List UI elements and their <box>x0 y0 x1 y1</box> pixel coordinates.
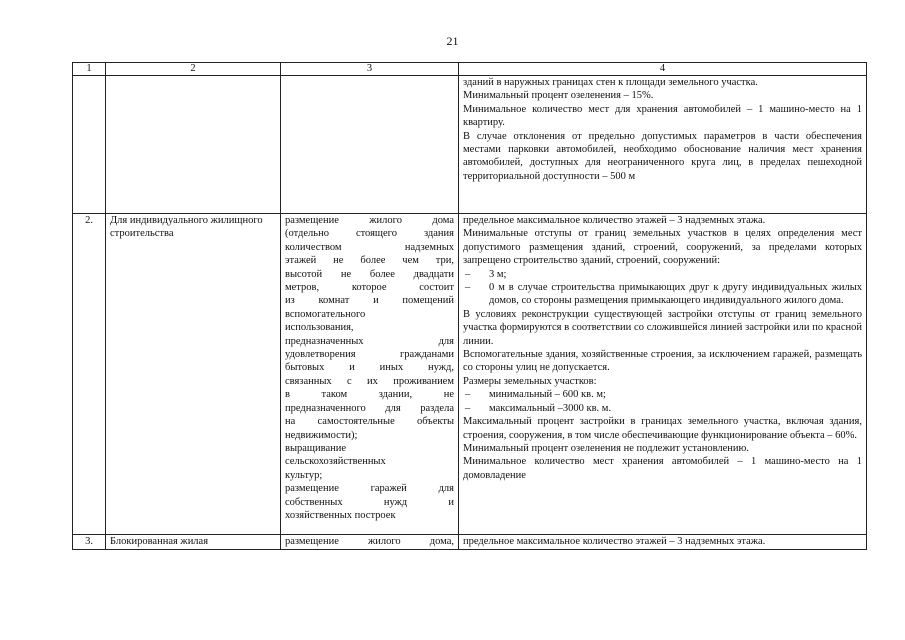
use-line: этажей не более чем три, <box>285 255 454 267</box>
use-line: предназначенного для раздела <box>285 402 454 414</box>
dash-marker: – <box>465 389 471 401</box>
use-line: размещение жилого дома, <box>285 536 454 547</box>
dash-marker: – <box>465 402 471 414</box>
row2-use-cell <box>281 214 459 535</box>
use-line: предназначенных для <box>285 335 454 347</box>
row1-param-text: Минимальный процент озеленения – 15%. <box>463 90 654 102</box>
table-row <box>73 535 867 550</box>
dash-text: максимальный –3000 кв. м. <box>489 402 612 414</box>
dash-marker: – <box>465 268 471 280</box>
param-text: Максимальный процент застройки в границах земельного участка, включая здания, строения, сооружения, в том числе обеспечивающие функционирование объекта – 60%. <box>463 416 862 441</box>
param-text: предельное максимальное количество этажей – 3 надземных этажа. <box>463 536 766 547</box>
row2-params-cell <box>459 214 867 535</box>
use-line: удовлетворения гражданами <box>285 349 454 361</box>
use-line: в таком здании, не <box>285 389 454 401</box>
row2-name-cell: Для индивидуального жилищного строительства <box>106 214 281 535</box>
table-row <box>73 214 867 535</box>
dash-text: минимальный – 600 кв. м; <box>489 389 606 401</box>
param-text: предельное максимальное количество этажей – 3 надземных этажа. <box>463 215 766 226</box>
use-line: бытовых и иных нужд, <box>285 362 454 374</box>
row2-num-cell: 2. <box>73 214 106 535</box>
param-text: Минимальное количество мест хранения автомобилей – 1 машино-место на 1 домовладение <box>463 456 862 481</box>
param-text: Размеры земельных участков: <box>463 375 597 387</box>
header-cell-2: 2 <box>106 63 281 76</box>
header-cell-3: 3 <box>281 63 459 76</box>
use-line: культур; <box>285 469 323 481</box>
use-line: размещение жилого дома <box>285 215 454 226</box>
use-line: (отдельно стоящего здания <box>285 228 454 240</box>
dash-text: 0 м в случае строительства примыкающих друг к другу индивидуальных жилых домов, со стороны размещения примыкающего индивидуального жилого дома. <box>489 282 862 307</box>
page-number: 21 <box>446 34 459 48</box>
dash-item <box>463 388 862 401</box>
table-row <box>73 76 867 214</box>
use-line: собственных нужд и <box>285 496 454 508</box>
param-text: Вспомогательные здания, хозяйственные строения, за исключением гаражей, размещать со стороны улиц не допускается. <box>463 349 862 374</box>
header-cell-1: 1 <box>73 63 106 76</box>
use-line: связанных с их проживанием <box>285 375 454 387</box>
use-line: размещение гаражей для <box>285 483 454 495</box>
use-line: количеством надземных <box>285 241 454 253</box>
row3-params-cell <box>459 535 867 550</box>
param-text: Минимальные отступы от границ земельных участков в целях определения мест допустимого размещения зданий, строений, сооружений, за пределами которых запрещено строительство зданий, строений, сооружений: <box>463 228 862 267</box>
row1-param-text: В случае отклонения от предельно допустимых параметров в части обеспечения местами парковки автомобилей, необходимо обоснование наличия мест хранения автомобилей, доступных для неограниченного круга лиц, в пределах пешеходной территориальной доступности – 500 м <box>463 130 862 182</box>
use-line: высотой не более двадцати <box>285 268 454 280</box>
header-cell-4: 4 <box>459 63 867 76</box>
param-text: В условиях реконструкции существующей застройки отступы от границ земельного участка формируются в соответствии со сложившейся линией застройки или по красной линии. <box>463 308 862 347</box>
use-line: сельскохозяйственных <box>285 456 386 468</box>
row3-name-cell: Блокированная жилая <box>106 535 281 550</box>
row1-num-cell <box>73 76 106 214</box>
row1-name-cell <box>106 76 281 214</box>
dash-marker: – <box>465 282 471 294</box>
row3-use-cell <box>281 535 459 550</box>
use-line: на самостоятельные объекты <box>285 416 454 428</box>
use-line: вспомогательного <box>285 308 366 320</box>
dash-text: 3 м; <box>489 268 507 280</box>
param-text: Минимальный процент озеленения не подлежит установлению. <box>463 442 750 454</box>
dash-item <box>463 268 862 281</box>
zoning-table <box>72 62 867 550</box>
dash-item <box>463 402 862 415</box>
row1-params-cell <box>459 76 867 214</box>
header-row <box>73 63 867 76</box>
row1-use-cell <box>281 76 459 214</box>
use-line: использования, <box>285 322 354 334</box>
dash-item <box>463 281 862 308</box>
use-line: недвижимости); <box>285 429 358 441</box>
use-line: из комнат и помещений <box>285 295 454 307</box>
row1-param-text: Минимальное количество мест для хранения автомобилей – 1 машино-место на 1 квартиру. <box>463 103 862 129</box>
row3-num-cell: 3. <box>73 535 106 550</box>
row1-param-text: зданий в наружных границах стен к площади земельного участка. <box>463 77 758 88</box>
use-line: хозяйственных построек <box>285 509 396 521</box>
use-line: метров, которое состоит <box>285 282 454 294</box>
use-line: выращивание <box>285 442 347 454</box>
